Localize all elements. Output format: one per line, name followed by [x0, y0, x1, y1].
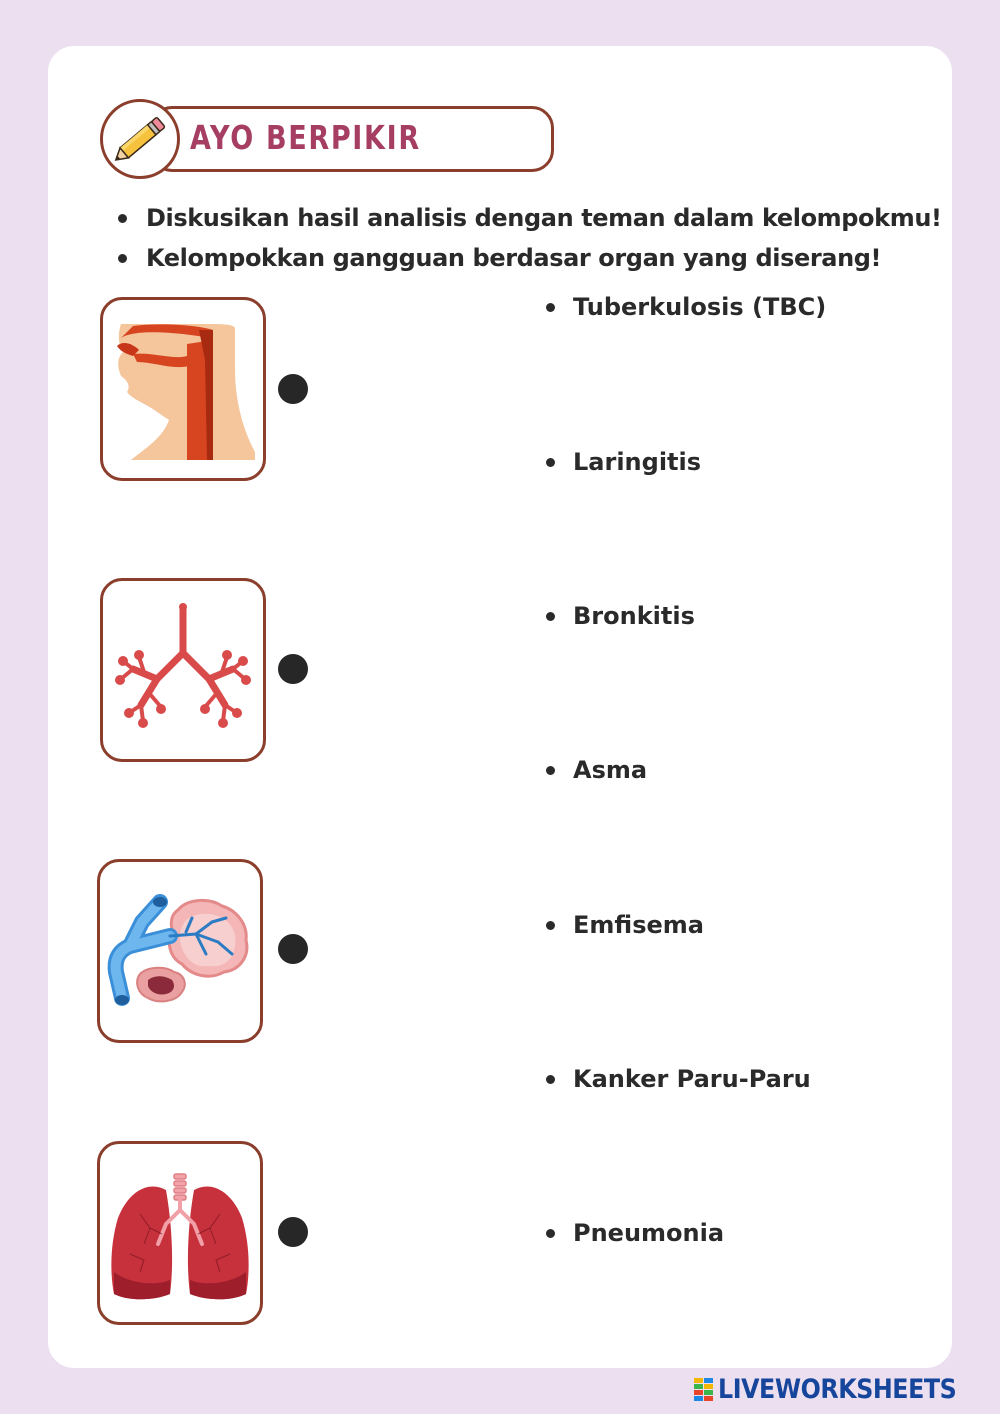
match-dot[interactable]	[278, 934, 308, 964]
organ-card-bronchi	[100, 578, 266, 762]
organ-card-throat	[100, 297, 266, 481]
choice-item[interactable]: Pneumonia	[544, 1215, 724, 1251]
page-title: AYO BERPIKIR	[190, 118, 421, 157]
choice-item[interactable]: Laringitis	[544, 444, 701, 480]
match-dot[interactable]	[278, 374, 308, 404]
bronchi-icon	[103, 581, 263, 759]
choice-item[interactable]: Emfisema	[544, 907, 704, 943]
instruction-item: Diskusikan hasil analisis dengan teman dalam kelompokmu!	[112, 198, 932, 238]
choice-item[interactable]: Tuberkulosis (TBC)	[544, 289, 826, 325]
choice-item[interactable]: Bronkitis	[544, 598, 695, 634]
organ-card-alveoli	[97, 859, 263, 1043]
pencil-icon	[103, 102, 177, 176]
organ-card-lungs	[97, 1141, 263, 1325]
brand-name: LIVEWORKSHEETS	[718, 1374, 957, 1405]
choice-item[interactable]: Asma	[544, 752, 647, 788]
match-dot[interactable]	[278, 1217, 308, 1247]
lungs-icon	[100, 1144, 260, 1322]
instruction-list	[112, 198, 942, 278]
choice-item[interactable]: Kanker Paru-Paru	[544, 1061, 811, 1097]
liveworksheets-logo-icon	[694, 1378, 714, 1402]
instruction-item: Kelompokkan gangguan berdasar organ yang diserang!	[112, 238, 932, 278]
throat-icon	[103, 300, 263, 478]
pencil-badge	[100, 99, 180, 179]
alveoli-icon	[100, 862, 260, 1040]
match-dot[interactable]	[278, 654, 308, 684]
